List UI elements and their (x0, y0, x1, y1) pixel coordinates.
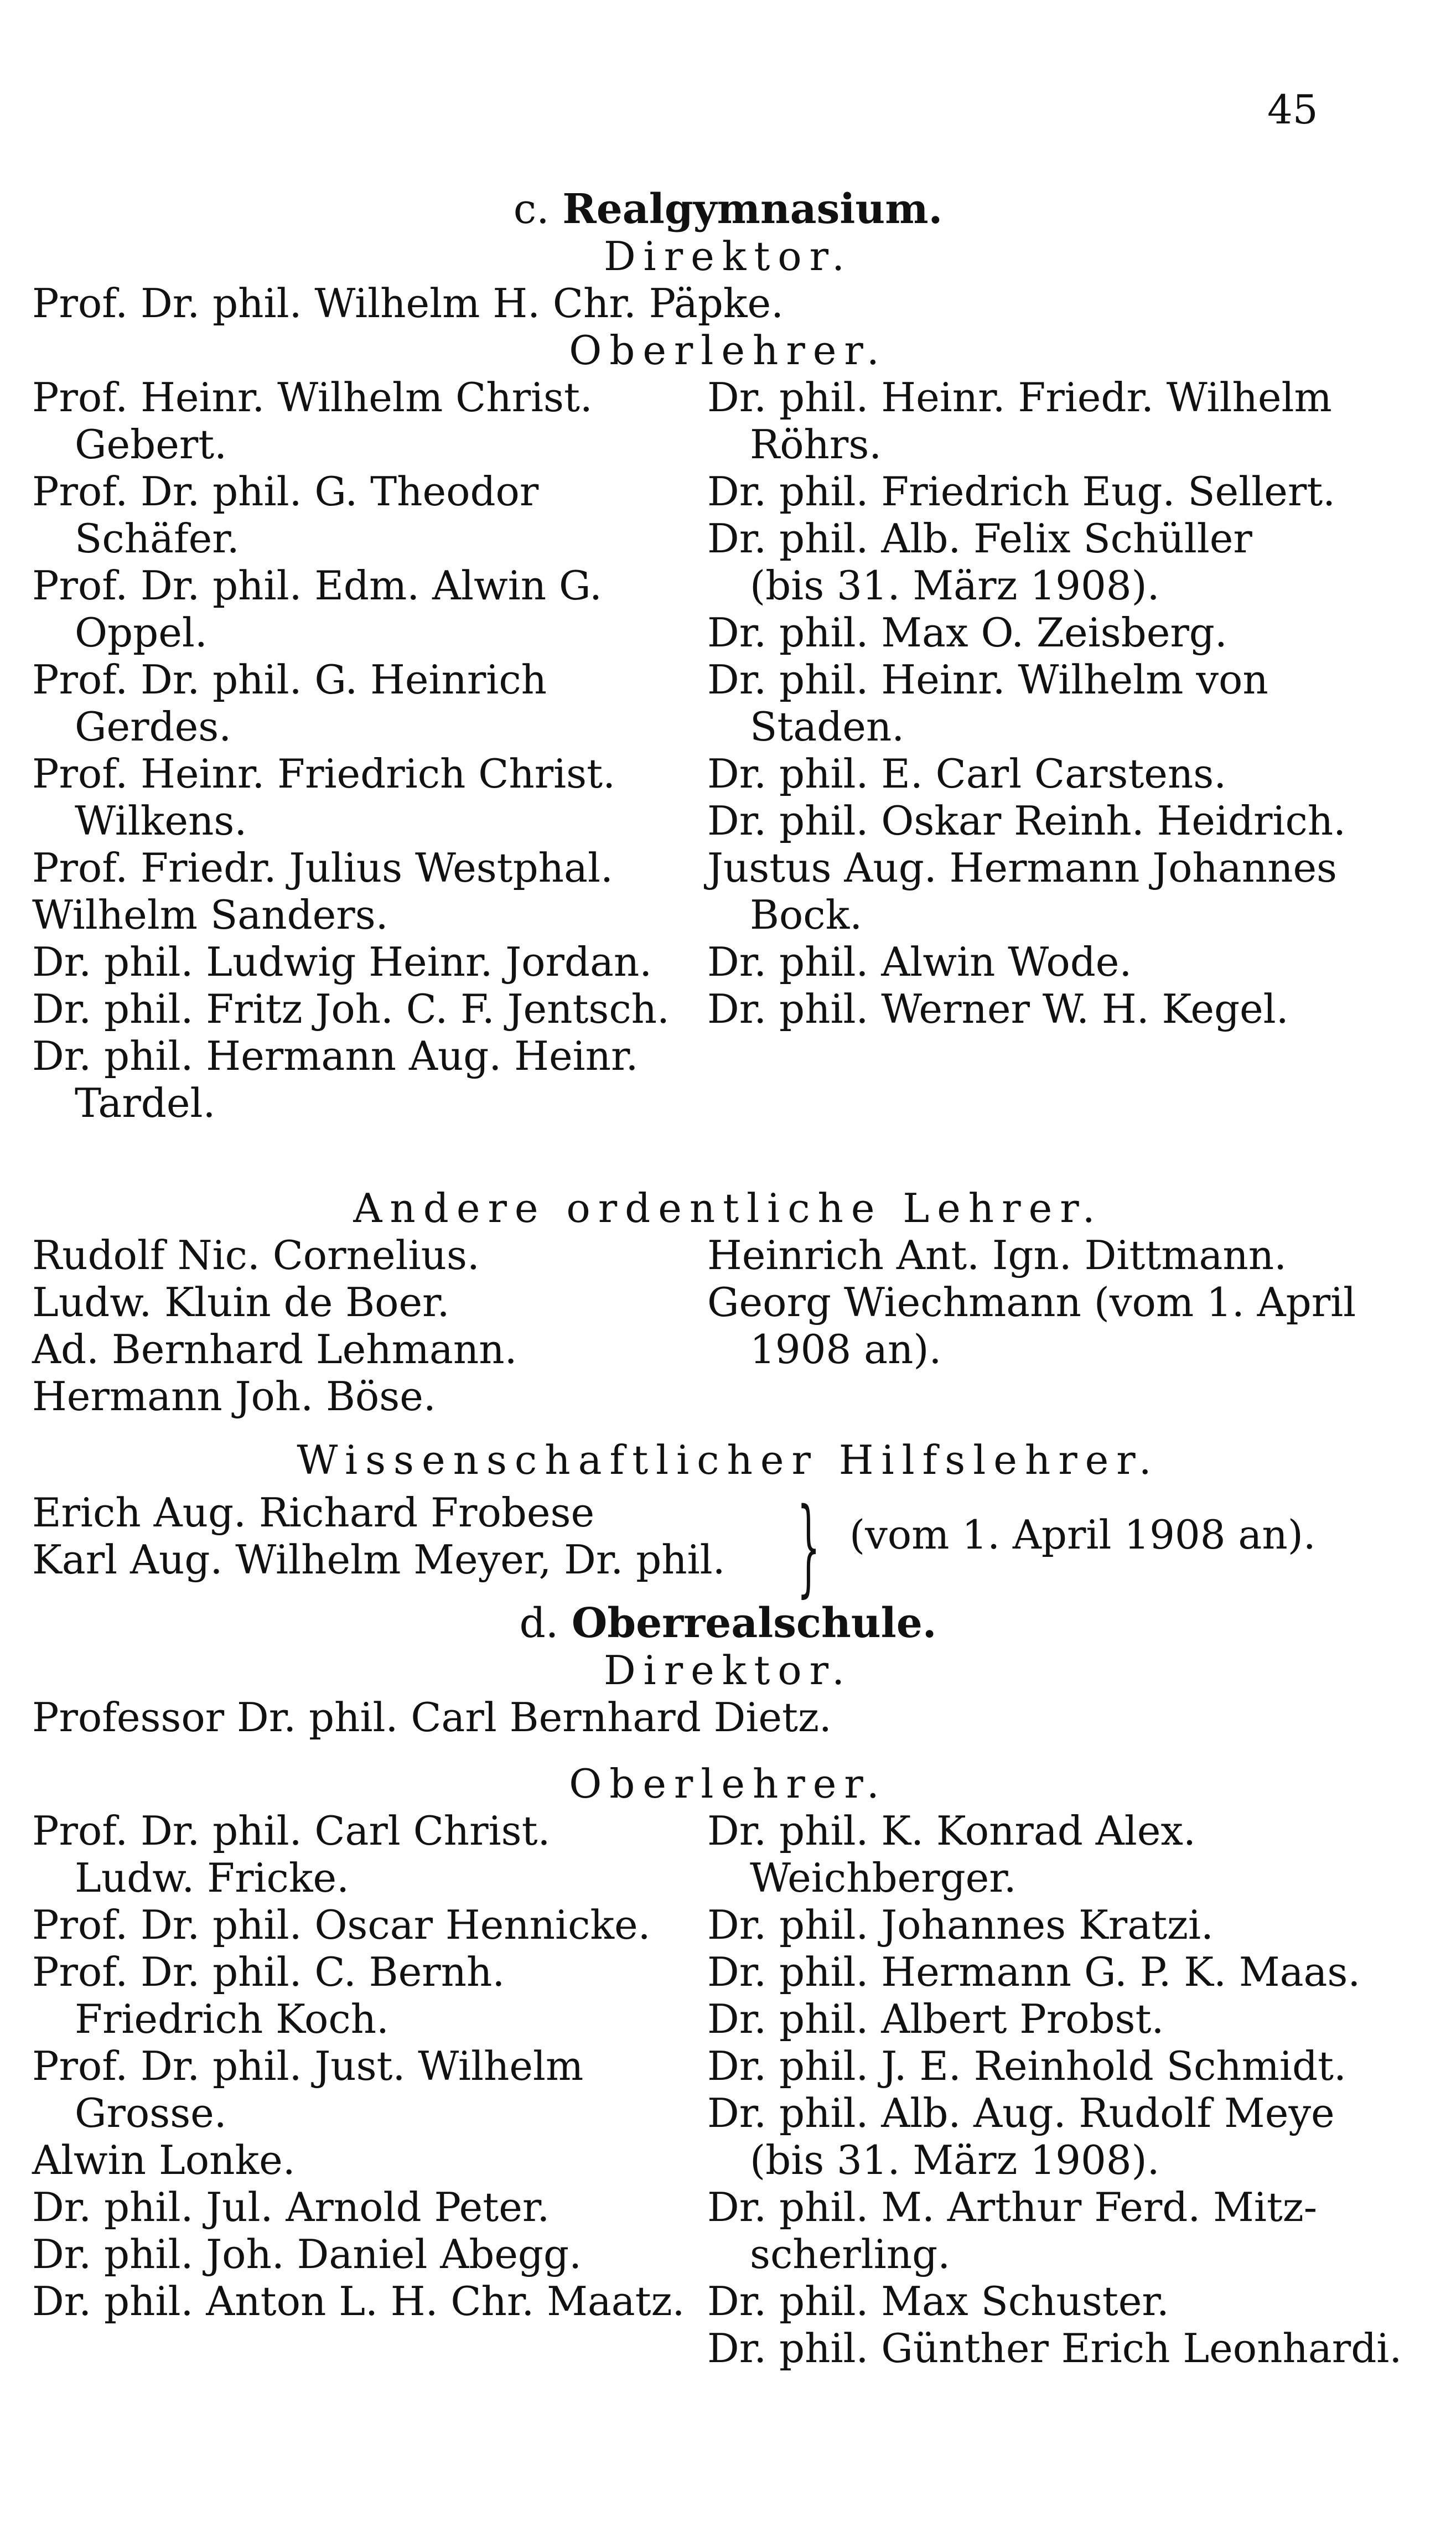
teacher-entry: Dr. phil. Alwin Wode. (707, 939, 1132, 985)
teacher-entry: Prof. Dr. phil. Edm. Alwin G. (32, 562, 602, 609)
teacher-entry: Hermann Joh. Böse. (32, 1373, 436, 1420)
section-c-director: Prof. Dr. phil. Wilhelm H. Chr. Päpke. (32, 280, 784, 327)
teacher-entry: Erich Aug. Richard Frobese (32, 1489, 595, 1536)
teacher-entry: Prof. Dr. phil. C. Bernh. (32, 1949, 505, 1995)
teacher-entry: Prof. Dr. phil. Just. Wilhelm (32, 2043, 584, 2089)
teacher-entry: Dr. phil. Jul. Arnold Peter. (32, 2184, 550, 2230)
teacher-entry: Heinrich Ant. Ign. Dittmann. (707, 1232, 1287, 1278)
teacher-entry: Schäfer. (75, 515, 240, 562)
teacher-entry: Bock. (750, 892, 863, 938)
teacher-entry: Dr. phil. Alb. Aug. Rudolf Meye (707, 2090, 1335, 2136)
section-d-prefix: d. (519, 1599, 559, 1647)
teacher-entry: scherling. (750, 2231, 951, 2277)
teacher-entry: Dr. phil. Fritz Joh. C. F. Jentsch. (32, 986, 670, 1032)
teacher-entry: Dr. phil. Alb. Felix Schüller (707, 515, 1252, 562)
teacher-entry: Grosse. (75, 2090, 227, 2136)
section-c-hilfslehrer-heading: Wissenschaftlicher Hilfslehrer. (297, 1437, 1159, 1483)
section-c-oberlehrer-heading: Oberlehrer. (569, 327, 887, 374)
teacher-entry: Ludw. Kluin de Boer. (32, 1279, 450, 1326)
teacher-entry: Prof. Dr. phil. Oscar Hennicke. (32, 1902, 651, 1948)
teacher-entry: Rudolf Nic. Cornelius. (32, 1232, 480, 1278)
teacher-entry: Prof. Dr. phil. Carl Christ. (32, 1808, 551, 1854)
teacher-entry: Dr. phil. Hermann Aug. Heinr. (32, 1033, 639, 1079)
teacher-entry: Prof. Dr. phil. G. Heinrich (32, 656, 547, 703)
teacher-entry: Dr. phil. Anton L. H. Chr. Maatz. (32, 2278, 685, 2324)
teacher-entry: Dr. phil. Heinr. Wilhelm von (707, 656, 1268, 703)
section-d-oberlehrer-heading: Oberlehrer. (569, 1761, 887, 1807)
teacher-entry: Staden. (750, 703, 905, 750)
teacher-entry: Dr. phil. Joh. Daniel Abegg. (32, 2231, 582, 2277)
teacher-entry: Justus Aug. Hermann Johannes (707, 845, 1338, 891)
teacher-entry: Wilhelm Sanders. (32, 892, 388, 938)
teacher-entry: Dr. phil. E. Carl Carstens. (707, 750, 1227, 797)
teacher-entry: Ad. Bernhard Lehmann. (32, 1326, 517, 1373)
teacher-entry: Prof. Heinr. Wilhelm Christ. (32, 374, 593, 421)
teacher-entry: Dr. phil. Max O. Zeisberg. (707, 609, 1227, 656)
section-d-title (0, 1599, 1456, 1647)
teacher-entry: Karl Aug. Wilhelm Meyer, Dr. phil. (32, 1536, 726, 1583)
section-d-name: Oberrealschule. (571, 1599, 937, 1647)
section-c-name: Realgymnasium. (562, 185, 943, 233)
teacher-entry: 1908 an). (750, 1326, 942, 1373)
teacher-entry: Ludw. Fricke. (75, 1855, 349, 1901)
page-number: 45 (1267, 86, 1318, 133)
section-c-director-heading: Direktor. (603, 233, 853, 279)
teacher-entry: Wilkens. (75, 798, 247, 844)
teacher-entry: Gebert. (75, 421, 227, 468)
teacher-entry: Dr. phil. Werner W. H. Kegel. (707, 986, 1289, 1032)
section-c-andere-heading: Andere ordentliche Lehrer. (353, 1185, 1103, 1231)
section-d-director-heading: Direktor. (603, 1647, 853, 1694)
teacher-entry: Dr. phil. Friedrich Eug. Sellert. (707, 468, 1336, 515)
teacher-entry: Alwin Lonke. (32, 2137, 296, 2183)
teacher-entry: Weichberger. (750, 1855, 1017, 1901)
hilfslehrer-date-note: (vom 1. April 1908 an). (849, 1511, 1316, 1558)
teacher-entry: Prof. Dr. phil. G. Theodor (32, 468, 539, 515)
teacher-entry: Dr. phil. Heinr. Friedr. Wilhelm (707, 374, 1332, 421)
section-d-director: Professor Dr. phil. Carl Bernhard Dietz. (32, 1694, 832, 1741)
teacher-entry: Gerdes. (75, 703, 232, 750)
teacher-entry: Dr. phil. K. Konrad Alex. (707, 1808, 1196, 1854)
section-c-title (0, 185, 1456, 233)
teacher-entry: Dr. phil. J. E. Reinhold Schmidt. (707, 2043, 1346, 2089)
teacher-entry: Dr. phil. Günther Erich Leonhardi. (707, 2325, 1402, 2372)
teacher-entry: Friedrich Koch. (75, 1996, 389, 2042)
teacher-entry: Prof. Friedr. Julius Westphal. (32, 845, 613, 891)
teacher-entry: Tardel. (75, 1080, 216, 1126)
teacher-entry: Dr. phil. Johannes Kratzi. (707, 1902, 1214, 1948)
teacher-entry: Dr. phil. Max Schuster. (707, 2278, 1169, 2324)
teacher-entry: Dr. phil. Ludwig Heinr. Jordan. (32, 939, 652, 985)
teacher-entry: Dr. phil. Albert Probst. (707, 1996, 1164, 2042)
teacher-entry: Prof. Heinr. Friedrich Christ. (32, 750, 615, 797)
teacher-entry: Dr. phil. Oskar Reinh. Heidrich. (707, 798, 1346, 844)
teacher-entry: (bis 31. März 1908). (750, 2137, 1160, 2183)
teacher-entry: (bis 31. März 1908). (750, 562, 1160, 609)
teacher-entry: Georg Wiechmann (vom 1. April (707, 1279, 1356, 1326)
teacher-entry: Dr. phil. Hermann G. P. K. Maas. (707, 1949, 1361, 1995)
teacher-entry: Röhrs. (750, 421, 882, 468)
section-c-prefix: c. (513, 185, 550, 233)
teacher-entry: Dr. phil. M. Arthur Ferd. Mitz- (707, 2184, 1318, 2230)
brace-glyph: } (797, 1485, 821, 1608)
teacher-entry: Oppel. (75, 609, 208, 656)
